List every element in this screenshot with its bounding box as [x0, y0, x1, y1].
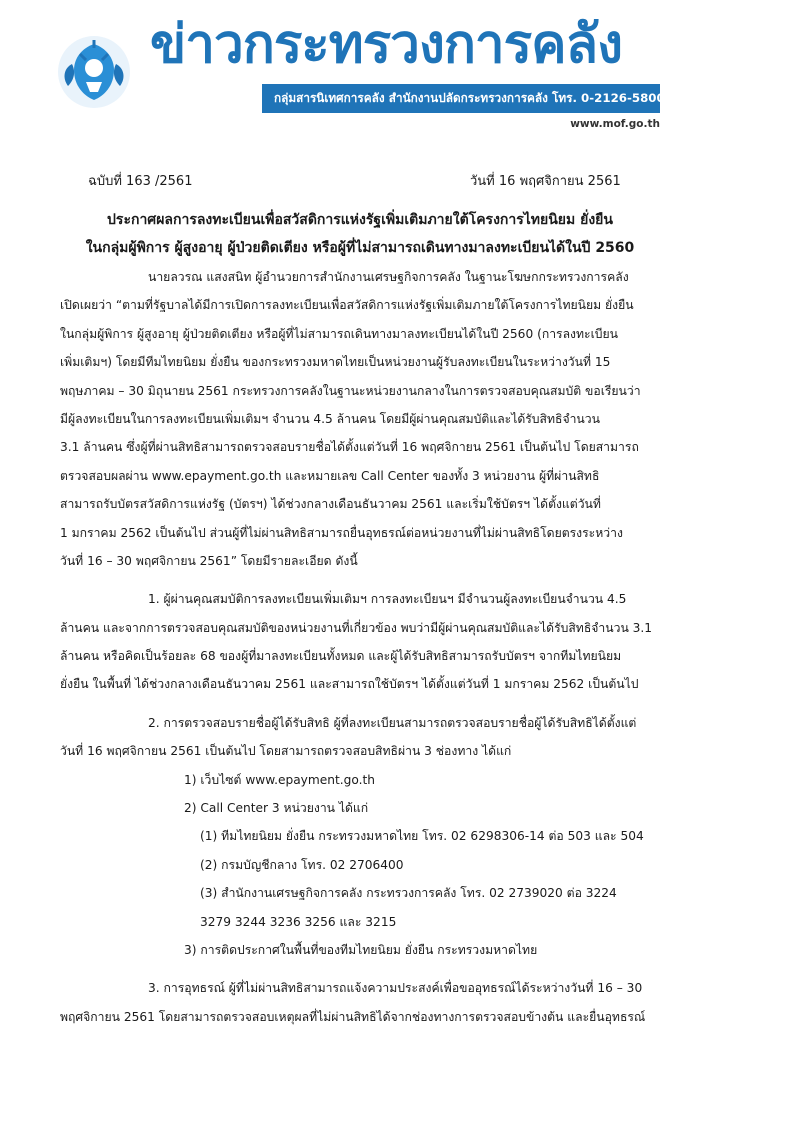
paragraph-line: 3.1 ล้านคน ซึ่งผู้ที่ผ่านสิทธิสามารถตรวจสอบรายชื่อได้ตั้งแต่วันที่ 16 พฤศจิกายน 2561 เป็นต้นไป โดยสามารถ — [60, 440, 639, 455]
call-center-fpo: (3) สำนักงานเศรษฐกิจการคลัง กระทรวงการคลัง โทร. 02 2739020 ต่อ 3224 — [200, 886, 617, 901]
point-2-line: 2. การตรวจสอบรายชื่อผู้ได้รับสิทธิ ผู้ที่ลงทะเบียนสามารถตรวจสอบรายชื่อผู้ได้รับสิทธิได้ตั้งแต่ — [148, 715, 637, 730]
contact-info: กลุ่มสารนิเทศการคลัง สำนักงานปลัดกระทรวงการคลัง โทร. 0-2126-5800 โทรสาร 0-2273-9763 — [274, 91, 797, 105]
point-1-line: ยั่งยืน ในพื้นที่ ได้ช่วงกลางเดือนธันวาคม 2561 และสามารถใช้บัตรฯ ได้ตั้งแต่วันที่ 1 มกราคม 2562 เป็นต้นไป — [60, 677, 639, 692]
paragraph-line: เพิ่มเติมฯ) โดยมีทีมไทยนิยม ยั่งยืน ของกระทรวงมหาดไทยเป็นหน่วยงานผู้รับลงทะเบียนในระหว่างวันที่ 15 — [60, 355, 611, 370]
website-url: www.mof.go.th — [570, 118, 660, 130]
letterhead — [0, 0, 797, 140]
paragraph-line: วันที่ 16 – 30 พฤศจิกายน 2561” โดยมีรายละเอียด ดังนี้ — [60, 553, 358, 568]
channel-local-notice: 3) การติดประกาศในพื้นที่ของทีมไทยนิยม ยั่งยืน กระทรวงมหาดไทย — [184, 942, 538, 957]
paragraph-line: ตรวจสอบผลผ่าน www.epayment.go.th และหมายเลข Call Center ของทั้ง 3 หน่วยงาน ผู้ที่ผ่านสิทธิ — [60, 468, 600, 483]
call-center-interior: (1) ทีมไทยนิยม ยั่งยืน กระทรวงมหาดไทย โทร. 02 6298306-14 ต่อ 503 และ 504 — [200, 829, 644, 844]
issue-number: ฉบับที่ 163 /2561 — [88, 174, 193, 189]
point-1-line: 1. ผู้ผ่านคุณสมบัติการลงทะเบียนเพิ่มเติมฯ การลงทะเบียนฯ มีจำนวนผู้ลงทะเบียนจำนวน 4.5 — [148, 592, 627, 607]
point-3-line: พฤศจิกายน 2561 โดยสามารถตรวจสอบเหตุผลที่ไม่ผ่านสิทธิได้จากช่องทางการตรวจสอบข้างต้น และยื่นอุทธรณ์ — [60, 1009, 646, 1024]
article-body — [60, 263, 668, 1031]
paragraph-line: เปิดเผยว่า “ตามที่รัฐบาลได้มีการเปิดการลงทะเบียนเพื่อสวัสดิการแห่งรัฐเพิ่มเติมภายใต้โครงการไทยนิยม ยั่งยืน — [60, 298, 634, 313]
point-3-line: 3. การอุทธรณ์ ผู้ที่ไม่ผ่านสิทธิสามารถแจ้งความประสงค์เพื่อขออุทธรณ์ได้ระหว่างวันที่ 16 – 30 — [148, 981, 643, 996]
issue-date: วันที่ 16 พฤศจิกายน 2561 — [470, 174, 621, 189]
paragraph-line: 1 มกราคม 2562 เป็นต้นไป ส่วนผู้ที่ไม่ผ่านสิทธิสามารถยื่นอุทธรณ์ต่อหน่วยงานที่ไม่ผ่านสิทธิโดยตรงระหว่าง — [60, 525, 623, 540]
masthead-title: ข่าวกระทรวงการคลัง — [150, 14, 622, 75]
contact-bar — [262, 84, 797, 113]
paragraph-line: นายลวรณ แสงสนิท ผู้อำนวยการสำนักงานเศรษฐกิจการคลัง ในฐานะโฆษกกระทรวงการคลัง — [148, 270, 629, 284]
call-center-fpo-extensions: 3279 3244 3236 3256 และ 3215 — [200, 914, 397, 929]
paragraph-line: ในกลุ่มผู้พิการ ผู้สูงอายุ ผู้ป่วยติดเตียง หรือผู้ที่ไม่สามารถเดินทางมาลงทะเบียนได้ในปี 2560 (การลงทะเบียน — [60, 326, 618, 341]
ministry-seal-icon — [56, 34, 132, 110]
headline-line-2: ในกลุ่มผู้พิการ ผู้สูงอายุ ผู้ป่วยติดเตียง หรือผู้ที่ไม่สามารถเดินทางมาลงทะเบียนได้ในปี 2560 — [85, 240, 635, 256]
headline-line-1: ประกาศผลการลงทะเบียนเพื่อสวัสดิการแห่งรัฐเพิ่มเติมภายใต้โครงการไทยนิยม ยั่งยืน — [107, 212, 613, 228]
channel-website: 1) เว็บไซต์ www.epayment.go.th — [184, 772, 375, 787]
paragraph-line: สามารถรับบัตรสวัสดิการแห่งรัฐ (บัตรฯ) ได้ช่วงกลางเดือนธันวาคม 2561 และเริ่มใช้บัตรฯ ได้ตั้งแต่วันที่ — [60, 497, 601, 512]
point-1-line: ล้านคน หรือคิดเป็นร้อยละ 68 ของผู้ที่มาลงทะเบียนทั้งหมด และผู้ได้รับสิทธิสามารถรับบัตรฯ จากทีมไทยนิยม — [60, 649, 622, 664]
paragraph-line: มีผู้ลงทะเบียนในการลงทะเบียนเพิ่มเติมฯ จำนวน 4.5 ล้านคน โดยมีผู้ผ่านคุณสมบัติและได้รับสิทธิจำนวน — [60, 411, 600, 426]
channel-call-center: 2) Call Center 3 หน่วยงาน ได้แก่ — [184, 801, 369, 816]
point-1-line: ล้านคน และจากการตรวจสอบคุณสมบัติของหน่วยงานที่เกี่ยวข้อง พบว่ามีผู้ผ่านคุณสมบัติและได้รับสิทธิจำนวน 3.1 — [60, 620, 653, 635]
paragraph-line: พฤษภาคม – 30 มิถุนายน 2561 กระทรวงการคลังในฐานะหน่วยงานกลางในการตรวจสอบคุณสมบัติ ขอเรียนว่า — [60, 383, 641, 398]
call-center-cgd: (2) กรมบัญชีกลาง โทร. 02 2706400 — [200, 857, 404, 872]
point-2-line: วันที่ 16 พฤศจิกายน 2561 เป็นต้นไป โดยสามารถตรวจสอบสิทธิผ่าน 3 ช่องทาง ได้แก่ — [60, 744, 512, 759]
